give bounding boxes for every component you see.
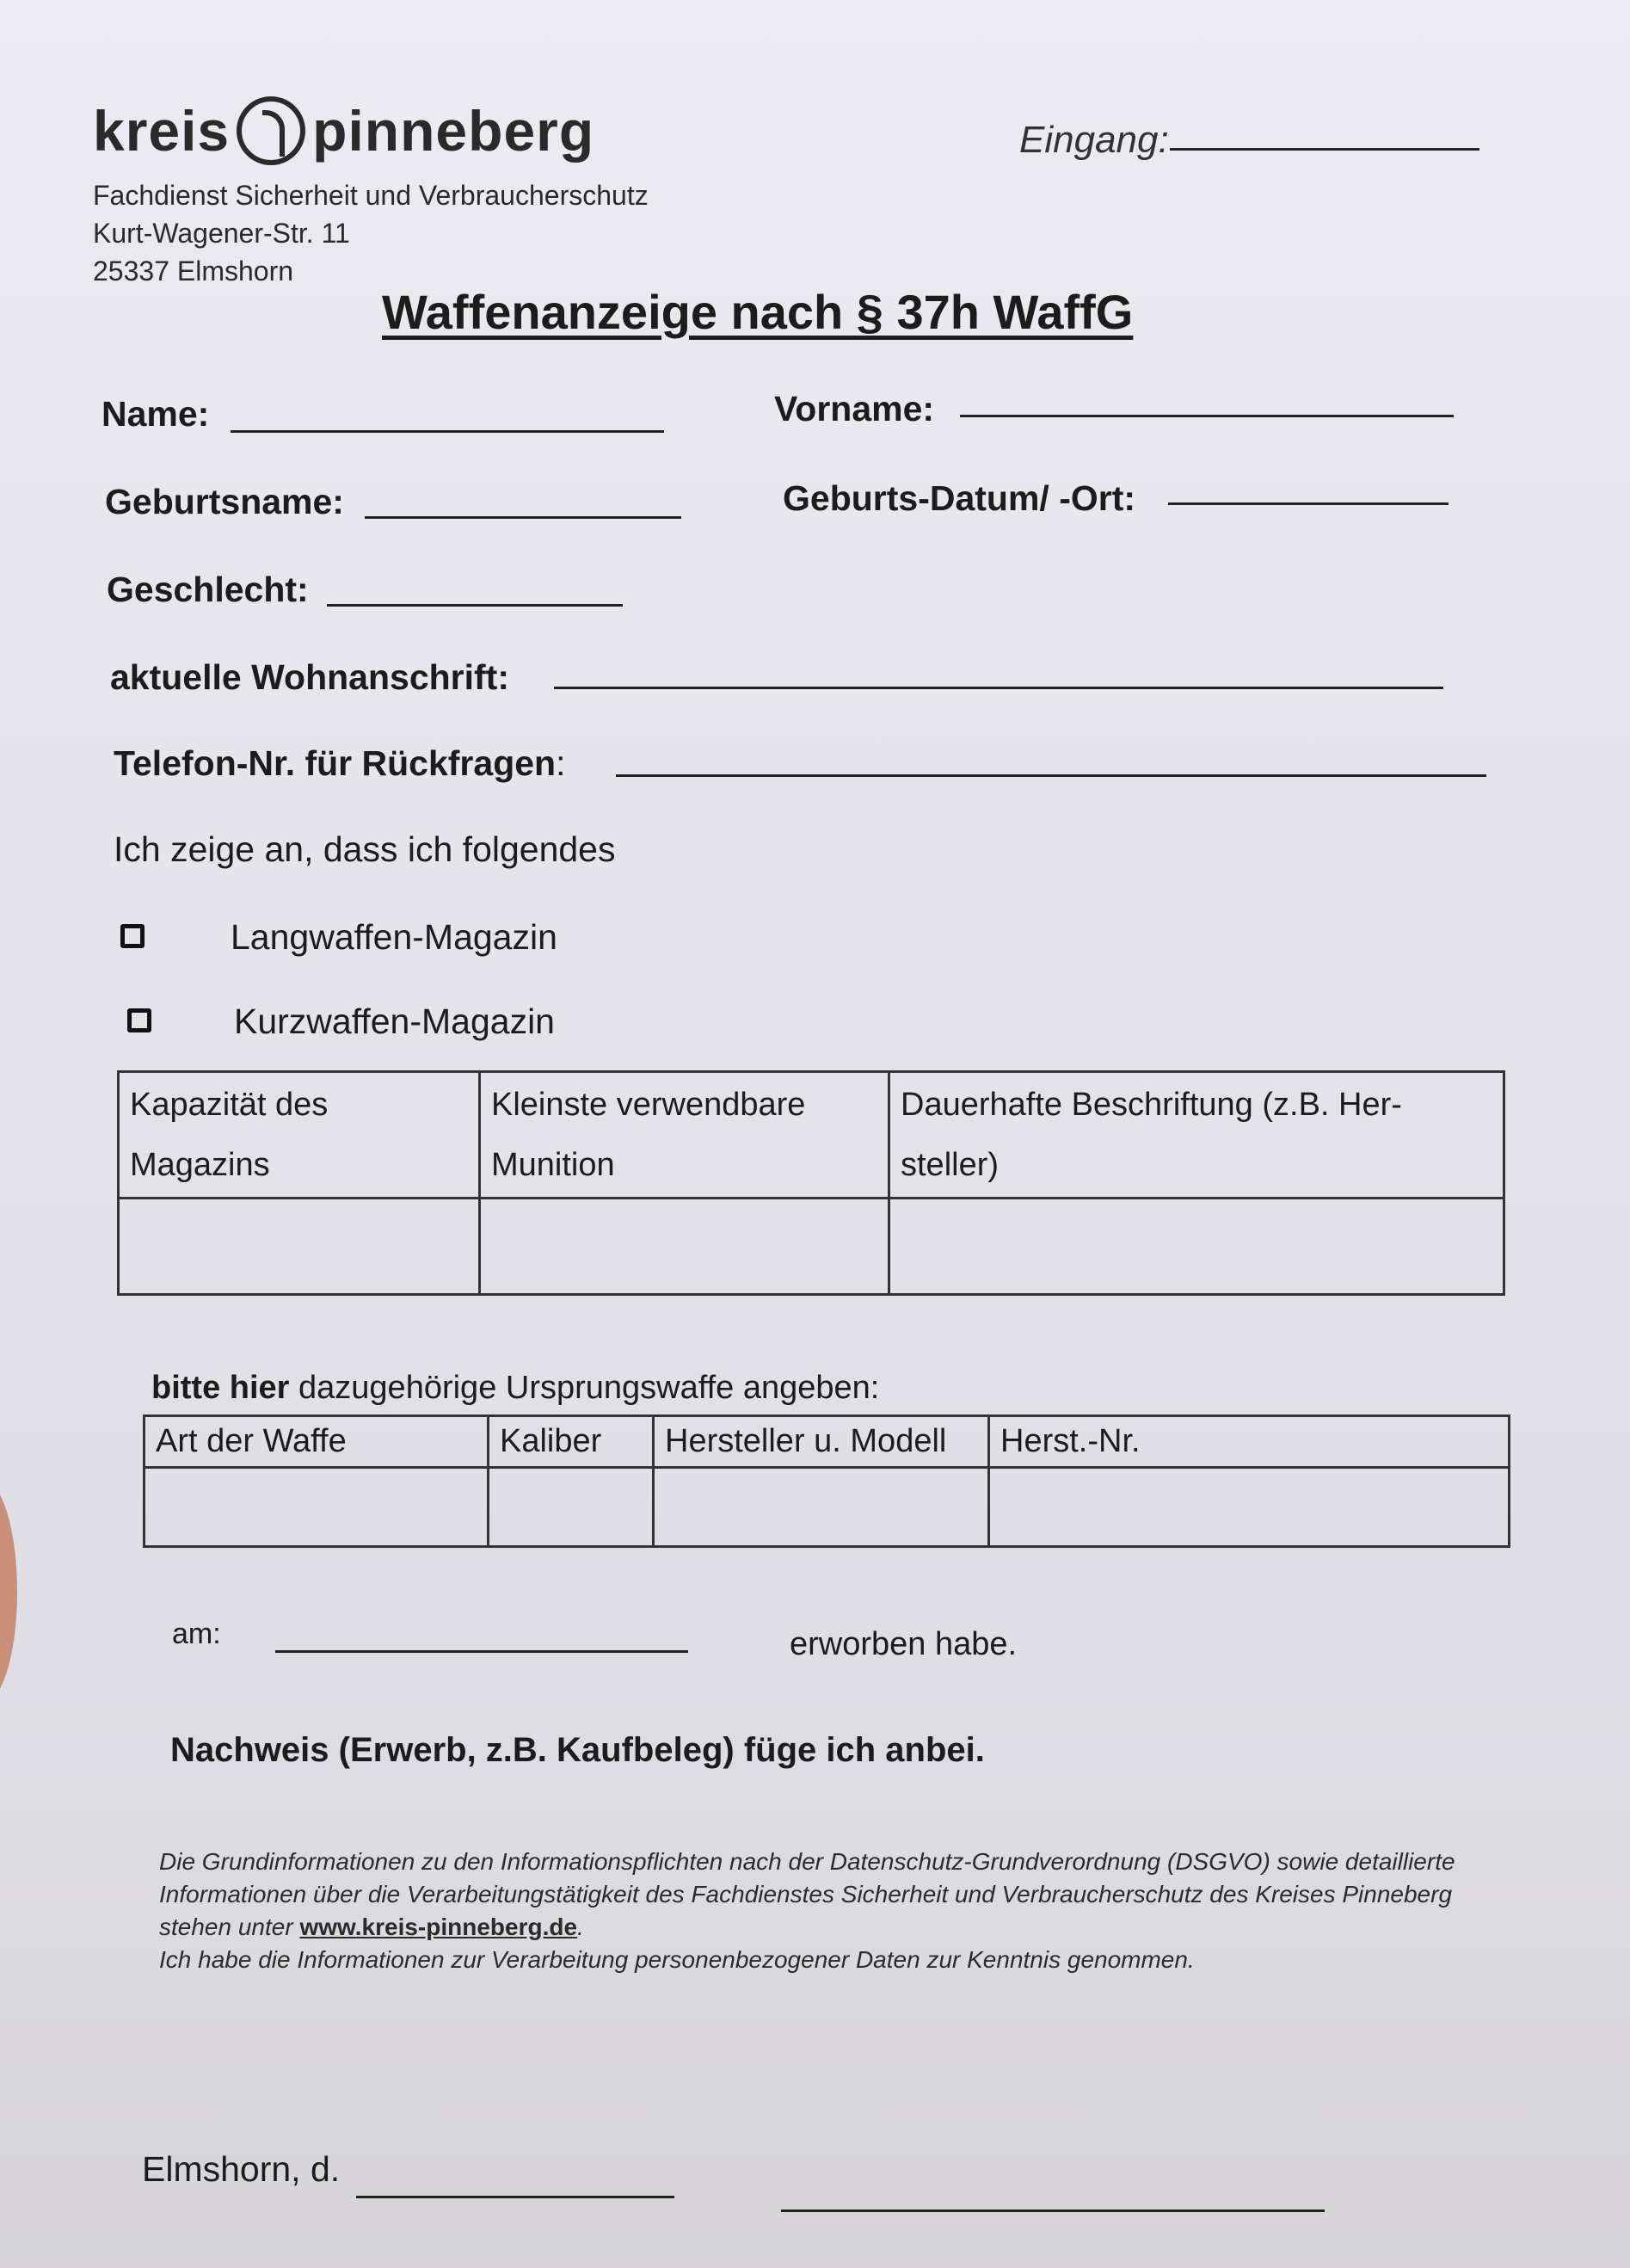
privacy-period: . (577, 1914, 584, 1940)
vorname-field[interactable] (960, 415, 1454, 417)
ursprungswaffe-table (143, 1414, 1510, 1548)
caption-bold: bitte hier (151, 1370, 290, 1406)
address-line: Fachdienst Sicherheit und Verbraucherschutz (93, 180, 649, 211)
magazin-table (117, 1070, 1505, 1296)
erworben-text: erworben habe. (790, 1626, 1018, 1662)
telefon-label (114, 743, 566, 784)
logo-text-left: kreis (93, 99, 231, 163)
finger-thumb (0, 1480, 17, 1704)
date-field[interactable] (356, 2196, 674, 2198)
table-input-cell[interactable] (119, 1199, 480, 1295)
langwaffen-checkbox[interactable] (120, 924, 145, 948)
nachweis-text: Nachweis (Erwerb, z.B. Kaufbeleg) füge ich anbei. (170, 1731, 985, 1769)
am-label: am: (172, 1618, 221, 1650)
table-header-row (119, 1072, 1504, 1199)
geburtsdatum-ort-label: Geburts-Datum/ -Ort: (783, 478, 1135, 518)
logo-emblem-icon (237, 96, 305, 165)
table-header-cell: Kaliber (489, 1416, 654, 1468)
wohnanschrift-field[interactable] (554, 687, 1443, 689)
logo-text-right: pinneberg (312, 99, 595, 163)
table-input-cell[interactable] (145, 1468, 489, 1547)
form-title: Waffenanzeige nach § 37h WaffG (382, 285, 1134, 339)
privacy-link[interactable]: www.kreis-pinneberg.de (299, 1914, 578, 1940)
table-input-cell[interactable] (654, 1468, 989, 1547)
table-header-cell: Art der Waffe (145, 1416, 489, 1468)
geburtsname-field[interactable] (365, 516, 681, 519)
eingang-field[interactable] (1170, 148, 1479, 151)
table-input-cell[interactable] (989, 1468, 1510, 1547)
table-header-cell: Hersteller u. Modell (654, 1416, 989, 1468)
table-header-cell: Kapazität des Magazins (119, 1072, 480, 1199)
geburtsname-label: Geburtsname: (105, 482, 344, 521)
vorname-label: Vorname: (774, 389, 935, 428)
table-input-cell[interactable] (489, 1468, 654, 1547)
kreis-pinneberg-logo (93, 96, 594, 165)
geburtsdatum-ort-field[interactable] (1168, 502, 1449, 505)
ursprungswaffe-caption (151, 1370, 879, 1407)
am-date-field[interactable] (275, 1650, 688, 1653)
geschlecht-label: Geschlecht: (107, 570, 309, 609)
name-label: Name: (101, 394, 210, 434)
table-header-cell: Dauerhafte Beschriftung (z.B. Her-steller) (889, 1072, 1504, 1199)
table-input-cell[interactable] (480, 1199, 889, 1295)
caption-rest: dazugehörige Ursprungswaffe angeben: (289, 1370, 880, 1406)
address-line: 25337 Elmshorn (93, 256, 294, 287)
kurzwaffen-label: Kurzwaffen-Magazin (234, 1001, 555, 1041)
wohnanschrift-label: aktuelle Wohnanschrift: (110, 657, 509, 697)
telefon-label-text: Telefon-Nr. für Rückfragen (114, 743, 557, 783)
kurzwaffen-checkbox[interactable] (127, 1008, 151, 1032)
table-row (119, 1199, 1504, 1295)
name-field[interactable] (231, 430, 664, 433)
telefon-field[interactable] (616, 774, 1486, 777)
table-header-cell: Herst.-Nr. (989, 1416, 1510, 1468)
table-row (145, 1468, 1510, 1547)
dsgvo-note (159, 1846, 1501, 1976)
table-header-row (145, 1416, 1510, 1468)
privacy-acknowledgement: Ich habe die Informationen zur Verarbeitung personenbezogener Daten zur Kenntnis genommen. (159, 1946, 1195, 1973)
table-input-cell[interactable] (889, 1199, 1504, 1295)
dsgvo-text: Die Grundinformationen zu den Informationspflichten nach der Datenschutz-Grundverordnung (DSGVO) sowie detaillierte Informationen über die Verarbeitungstätigkeit des Fachdienstes Sicherheit und Verbraucherschutz des Kreises Pinneberg stehen unter (159, 1848, 1455, 1940)
signature-field[interactable] (781, 2209, 1325, 2212)
table-header-cell: Kleinste verwendbare Munition (480, 1072, 889, 1199)
statement-intro: Ich zeige an, dass ich folgendes (114, 829, 616, 869)
eingang-label: Eingang: (1019, 119, 1169, 161)
address-line: Kurt-Wagener-Str. 11 (93, 218, 350, 249)
geschlecht-field[interactable] (327, 604, 623, 607)
place-date-label: Elmshorn, d. (142, 2149, 341, 2189)
telefon-colon: : (556, 743, 566, 783)
langwaffen-label: Langwaffen-Magazin (231, 917, 557, 957)
sender-address (93, 176, 649, 290)
